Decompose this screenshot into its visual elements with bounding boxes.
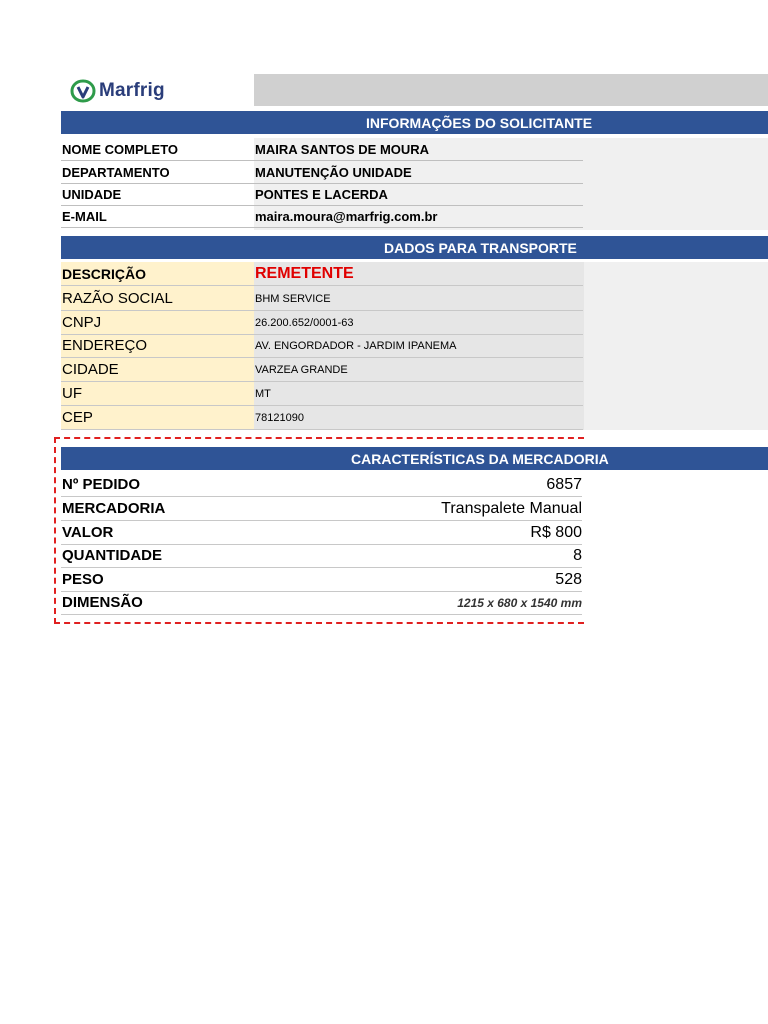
- field-label: DEPARTAMENTO: [62, 164, 170, 180]
- field-value: 1215 x 680 x 1540 mm: [457, 595, 582, 610]
- field-label: PESO: [62, 571, 104, 588]
- header-title-cell: [254, 74, 768, 106]
- field-value: 6857: [546, 475, 582, 493]
- field-value: MT: [255, 387, 271, 400]
- section-title: CARACTERÍSTICAS DA MERCADORIA: [351, 450, 609, 467]
- remetente-heading: REMETENTE: [255, 264, 354, 282]
- section-header-solicitante: [61, 111, 768, 134]
- row-cidade: [61, 358, 583, 382]
- row-pedido: [61, 473, 582, 497]
- field-value: PONTES E LACERDA: [255, 186, 388, 202]
- field-label: VALOR: [62, 524, 114, 541]
- row-email: [61, 205, 583, 228]
- row-cnpj: [61, 311, 583, 335]
- company-logo: [70, 78, 165, 104]
- row-descricao: [61, 262, 583, 286]
- field-value: MANUTENÇÃO UNIDADE: [255, 164, 412, 180]
- field-value: 26.200.652/0001-63: [255, 316, 354, 329]
- row-mercadoria: [61, 497, 582, 521]
- field-label: MERCADORIA: [62, 500, 166, 517]
- section-title: DADOS PARA TRANSPORTE: [384, 239, 577, 256]
- field-value: 528: [555, 570, 582, 588]
- field-label: CEP: [62, 409, 93, 426]
- field-label: Nº PEDIDO: [62, 476, 140, 493]
- field-label: E-MAIL: [62, 208, 107, 224]
- field-label: DIMENSÃO: [62, 594, 143, 611]
- field-value: R$ 800: [530, 523, 582, 541]
- row-endereco: [61, 334, 583, 358]
- field-value: MAIRA SANTOS DE MOURA: [255, 141, 430, 157]
- field-value: 78121090: [255, 411, 304, 424]
- row-cep: [61, 406, 583, 430]
- field-value: BHM SERVICE: [255, 292, 331, 305]
- field-label: CIDADE: [62, 361, 119, 378]
- field-label: ENDEREÇO: [62, 337, 148, 354]
- field-label: RAZÃO SOCIAL: [62, 290, 173, 307]
- row-uf: [61, 382, 583, 406]
- row-nome-completo: [61, 138, 583, 161]
- field-value: Transpalete Manual: [441, 499, 582, 517]
- section-title: INFORMAÇÕES DO SOLICITANTE: [366, 114, 593, 131]
- field-value: VARZEA GRANDE: [255, 363, 348, 376]
- field-label: CNPJ: [62, 314, 102, 331]
- field-value: 8: [573, 546, 582, 564]
- row-peso: [61, 568, 582, 592]
- field-value: AV. ENGORDADOR - JARDIM IPANEMA: [255, 339, 457, 352]
- row-razao-social: [61, 287, 583, 311]
- row-departamento: [61, 161, 583, 184]
- section-header-transporte: [61, 236, 768, 259]
- row-valor: [61, 521, 582, 545]
- field-label: NOME COMPLETO: [62, 141, 179, 157]
- email-link[interactable]: maira.moura@marfrig.com.br: [255, 208, 438, 224]
- logo-text: Marfrig: [99, 80, 165, 101]
- section-header-mercadoria: [61, 447, 768, 470]
- section-right-background: [584, 262, 768, 430]
- row-quantidade: [61, 544, 582, 568]
- row-unidade: [61, 183, 583, 206]
- section-right-background: [584, 138, 768, 230]
- field-label: UF: [62, 385, 82, 402]
- field-label: QUANTIDADE: [62, 547, 162, 564]
- marfrig-logo-icon: [70, 79, 96, 103]
- row-dimensao: [61, 591, 582, 615]
- field-label: DESCRIÇÃO: [62, 265, 147, 282]
- field-label: UNIDADE: [62, 186, 122, 202]
